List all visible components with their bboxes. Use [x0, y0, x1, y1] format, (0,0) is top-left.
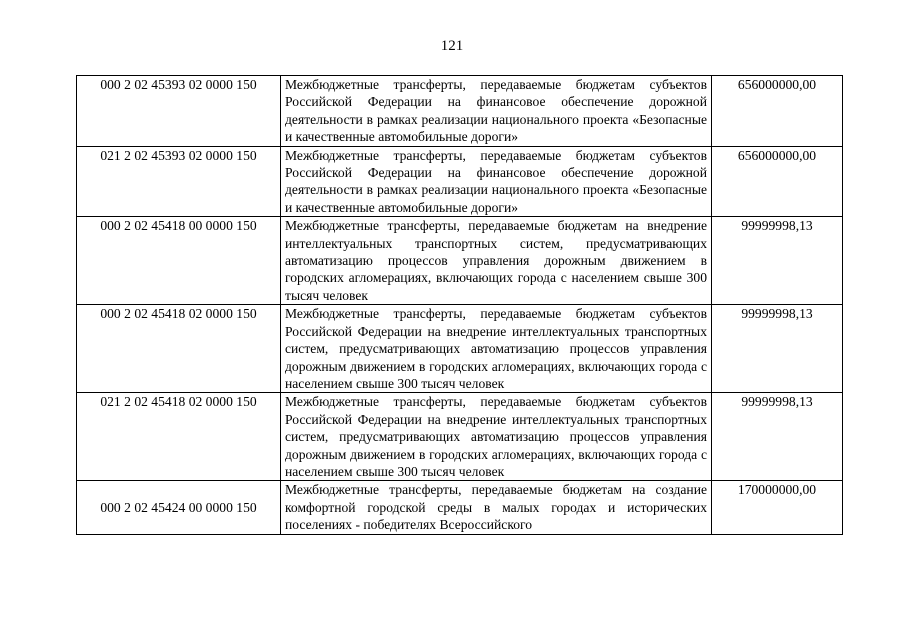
table-row — [77, 393, 843, 481]
row-amount: 99999998,13 — [712, 393, 843, 481]
row-amount: 656000000,00 — [712, 76, 843, 147]
budget-code: 021 2 02 45418 02 0000 150 — [77, 393, 281, 481]
row-amount: 99999998,13 — [712, 305, 843, 393]
budget-code: 000 2 02 45393 02 0000 150 — [77, 76, 281, 147]
row-description: Межбюджетные трансферты, передаваемые бюджетам на создание комфортной городской среды в малых городах и исторических поселениях - победителях Всероссийского — [281, 481, 712, 534]
budget-code: 000 2 02 45418 02 0000 150 — [77, 305, 281, 393]
table-row — [77, 481, 843, 534]
budget-table — [76, 75, 843, 535]
row-description: Межбюджетные трансферты, передаваемые бюджетам субъектов Российской Федерации на внедрение интеллектуальных транспортных систем, предусматривающих автоматизацию процессов управления дорожным движением в городских агломерациях, включающих города с населением свыше 300 тысяч человек — [281, 305, 712, 393]
row-amount: 170000000,00 — [712, 481, 843, 534]
budget-code: 021 2 02 45393 02 0000 150 — [77, 146, 281, 217]
table-row — [77, 305, 843, 393]
row-description: Межбюджетные трансферты, передаваемые бюджетам субъектов Российской Федерации на внедрение интеллектуальных транспортных систем, предусматривающих автоматизацию процессов управления дорожным движением в городских агломерациях, включающих города с населением свыше 300 тысяч человек — [281, 393, 712, 481]
row-amount: 99999998,13 — [712, 217, 843, 305]
budget-code: 000 2 02 45424 00 0000 150 — [77, 481, 281, 534]
row-description: Межбюджетные трансферты, передаваемые бюджетам на внедрение интеллектуальных транспортных систем, предусматривающих автоматизацию процессов управления дорожным движением в городских агломерациях, включающих города с населением свыше 300 тысяч человек — [281, 217, 712, 305]
table-row — [77, 76, 843, 147]
page-number: 121 — [440, 38, 464, 54]
budget-code: 000 2 02 45418 00 0000 150 — [77, 217, 281, 305]
table-row — [77, 217, 843, 305]
row-amount: 656000000,00 — [712, 146, 843, 217]
row-description: Межбюджетные трансферты, передаваемые бюджетам субъектов Российской Федерации на финансовое обеспечение дорожной деятельности в рамках реализации национального проекта «Безопасные и качественные автомобильные дороги» — [281, 76, 712, 147]
row-description: Межбюджетные трансферты, передаваемые бюджетам субъектов Российской Федерации на финансовое обеспечение дорожной деятельности в рамках реализации национального проекта «Безопасные и качественные автомобильные дороги» — [281, 146, 712, 217]
table-row — [77, 146, 843, 217]
